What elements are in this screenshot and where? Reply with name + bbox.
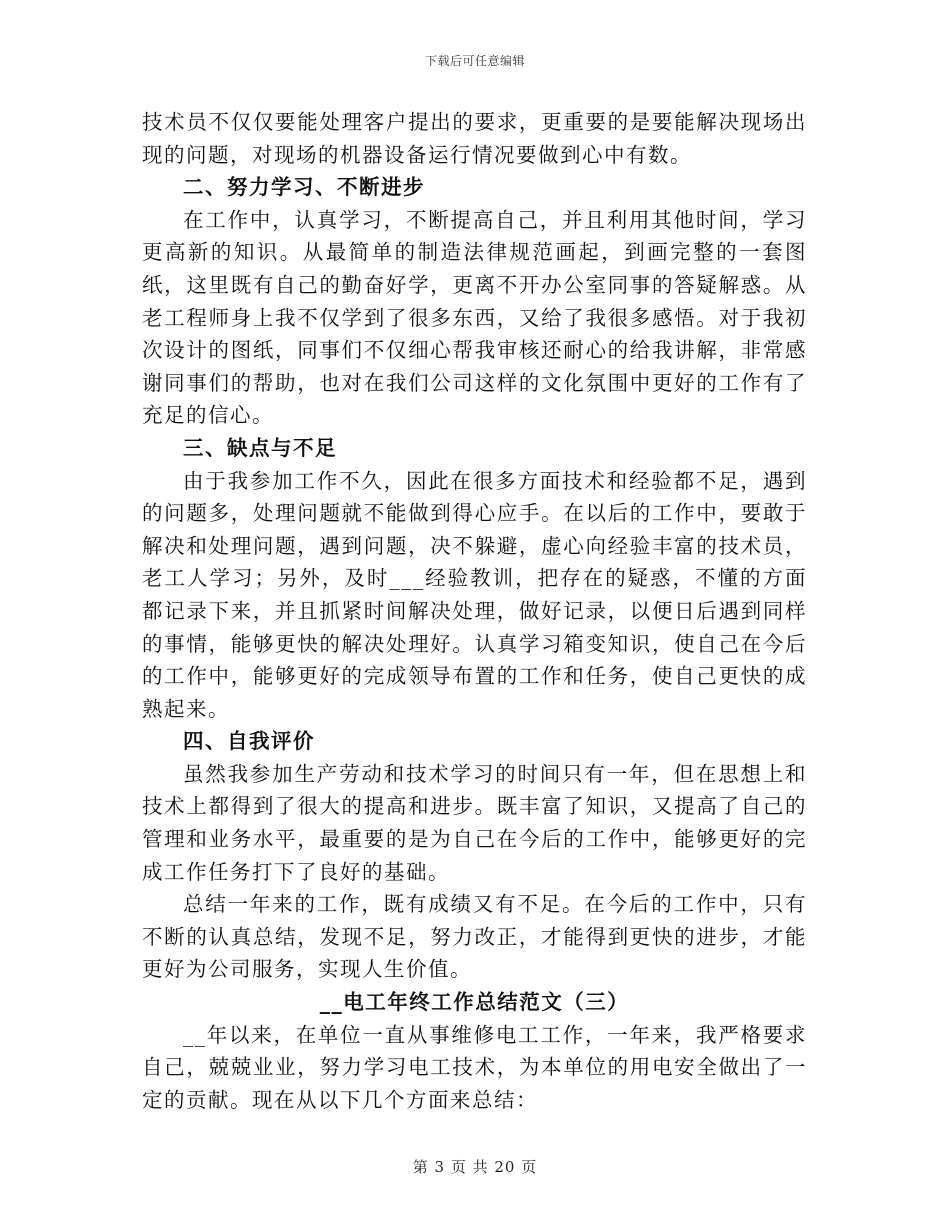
page-footer-number: 第 3 页 共 20 页 xyxy=(412,1158,538,1176)
paragraph-summary: 总结一年来的工作，既有成绩又有不足。在今后的工作中，只有不断的认真总结，发现不足，努力改正，才能得到更快的进步，才能更好为公司服务，实现人生价值。 xyxy=(142,892,807,982)
section-heading-3: 三、缺点与不足 xyxy=(183,435,337,460)
paragraph-continued: 技术员不仅仅要能处理客户提出的要求，更重要的是要能解决现场出现的问题，对现场的机器设备运行情况要做到心中有数。 xyxy=(142,110,807,167)
paragraph-study: 在工作中，认真学习，不断提高自己，并且利用其他时间，学习更高新的知识。从最简单的制造法律规范画起，到画完整的一套图纸，这里既有自己的勤奋好学，更离不开办公室同事的答疑解惑。从老工程师身上我不仅学到了很多东西，又给了我很多感悟。对于我初次设计的图纸，同事们不仅细心帮我审核还耐心的给我讲解，非常感谢同事们的帮助，也对在我们公司这样的文化氛围中更好的工作有了充足的信心。 xyxy=(142,207,807,428)
section-heading-2: 二、努力学习、不断进步 xyxy=(183,175,425,200)
article-title: __电工年终工作总结范文（三） xyxy=(319,990,630,1015)
document-body xyxy=(142,106,807,1116)
paragraph-intro: __年以来，在单位一直从事维修电工工作，一年来，我严格要求自己，兢兢业业，努力学习电工技术，为本单位的用电安全做出了一定的贡献。现在从以下几个方面来总结： xyxy=(142,1022,807,1112)
paragraph-self-evaluation: 虽然我参加生产劳动和技术学习的时间只有一年，但在思想上和技术上都得到了很大的提高和进步。既丰富了知识，又提高了自己的管理和业务水平，最重要的是为自己在今后的工作中，能够更好的完成工作任务打下了良好的基础。 xyxy=(142,761,807,884)
section-heading-4: 四、自我评价 xyxy=(183,729,315,754)
page-header-note: 下载后可任意编辑 xyxy=(424,54,525,68)
paragraph-shortcomings: 由于我参加工作不久，因此在很多方面技术和经验都不足，遇到的问题多，处理问题就不能做到得心应手。在以后的工作中，要敢于解决和处理问题，遇到问题，决不躲避，虚心向经验丰富的技术员，老工人学习；另外，及时___经验教训，把存在的疑惑，不懂的方面都记录下来，并且抓紧时间解决处理，做好记录，以便日后遇到同样的事情，能够更快的解决处理好。认真学习箱变知识，使自己在今后的工作中，能够更好的完成领导布置的工作和任务，使自己更快的成熟起来。 xyxy=(142,468,807,721)
